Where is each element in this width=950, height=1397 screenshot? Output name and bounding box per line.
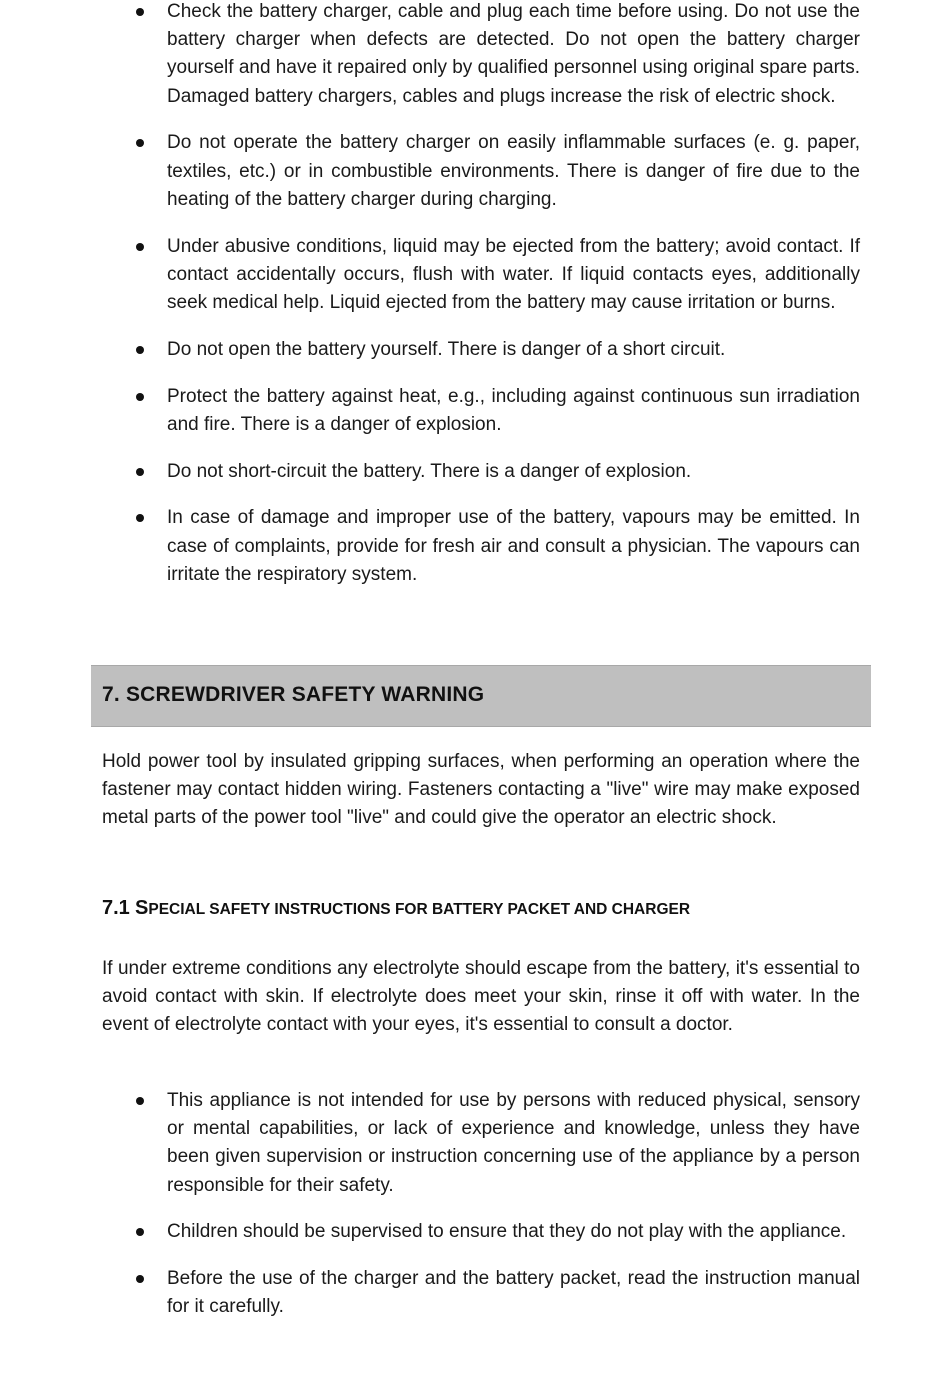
list-item: [0, 233, 860, 318]
list-item: [0, 129, 860, 214]
list-item-text: Children should be supervised to ensure that they do not play with the appliance.: [167, 1221, 847, 1243]
subsection-title-initial: S: [135, 897, 149, 919]
bullet-icon: [136, 514, 144, 522]
list-item-text: Protect the battery against heat, e.g., including against continuous sun irradiation and fire. There is a danger of explosion.: [167, 385, 860, 435]
section-heading-banner: [91, 665, 871, 727]
list-item: [0, 0, 860, 111]
bullet-icon: [136, 1097, 144, 1105]
subsection-title: [102, 897, 690, 920]
bullet-icon: [136, 1228, 144, 1236]
battery-packet-instructions-list: [0, 1087, 950, 1322]
list-item: [0, 504, 860, 589]
subsection-title-rest: PECIAL SAFETY INSTRUCTIONS FOR BATTERY PACKET AND CHARGER: [148, 901, 691, 918]
list-item: [0, 458, 860, 486]
bullet-icon: [136, 8, 144, 16]
list-item: [0, 1218, 860, 1246]
list-item-text: Under abusive conditions, liquid may be ejected from the battery; avoid contact. If contact accidentally occurs, flush with water. If liquid contacts eyes, additionally seek medical help. Liquid ejected from the battery may cause irritation or burns.: [167, 235, 860, 314]
bullet-icon: [136, 346, 144, 354]
list-item: [0, 383, 860, 439]
list-item-text: This appliance is not intended for use by persons with reduced physical, sensory or mental capabilities, or lack of experience and knowledge, unless they have been given supervision or instruction concerning use of the appliance by a person responsible for their safety.: [167, 1090, 860, 1196]
bullet-icon: [136, 393, 144, 401]
subsection-paragraph: If under extreme conditions any electrolyte should escape from the battery, it's essential to avoid contact with skin. If electrolyte does meet your skin, rinse it off with water. In the event of electrolyte contact with your eyes, it's essential to consult a doctor.: [102, 958, 860, 1036]
section-paragraph: Hold power tool by insulated gripping surfaces, when performing an operation where the fastener may contact hidden wiring. Fasteners contacting a "live" wire may make exposed metal parts of the power tool "live" and could give the operator an electric shock.: [102, 751, 860, 829]
list-item-text: Do not open the battery yourself. There is danger of a short circuit.: [167, 338, 726, 360]
battery-charger-warnings-list: [0, 0, 950, 589]
bullet-icon: [136, 468, 144, 476]
list-item: [0, 1265, 860, 1321]
bullet-icon: [136, 1275, 144, 1283]
section-title: 7. SCREWDRIVER SAFETY WARNING: [102, 683, 485, 706]
bullet-icon: [136, 243, 144, 251]
list-item-text: Do not short-circuit the battery. There is a danger of explosion.: [167, 460, 692, 482]
subsection-number: 7.1: [102, 897, 130, 919]
list-item-text: In case of damage and improper use of the battery, vapours may be emitted. In case of complaints, provide for fresh air and consult a physician. The vapours can irritate the respiratory system.: [167, 507, 860, 585]
list-item: [0, 336, 860, 364]
list-item-text: Do not operate the battery charger on easily inflammable surfaces (e. g. paper, textiles, etc.) or in combustible environments. There is danger of fire due to the heating of the battery charger during charging.: [167, 132, 860, 210]
bullet-icon: [136, 139, 144, 147]
list-item: [0, 1087, 860, 1200]
list-item-text: Check the battery charger, cable and plug each time before using. Do not use the battery charger when defects are detected. Do not open the battery charger yourself and have it repaired only by qualified personnel using original spare parts. Damaged battery chargers, cables and plugs increase the risk of electric shock.: [167, 1, 860, 107]
list-item-text: Before the use of the charger and the battery packet, read the instruction manual for it carefully.: [167, 1268, 860, 1318]
